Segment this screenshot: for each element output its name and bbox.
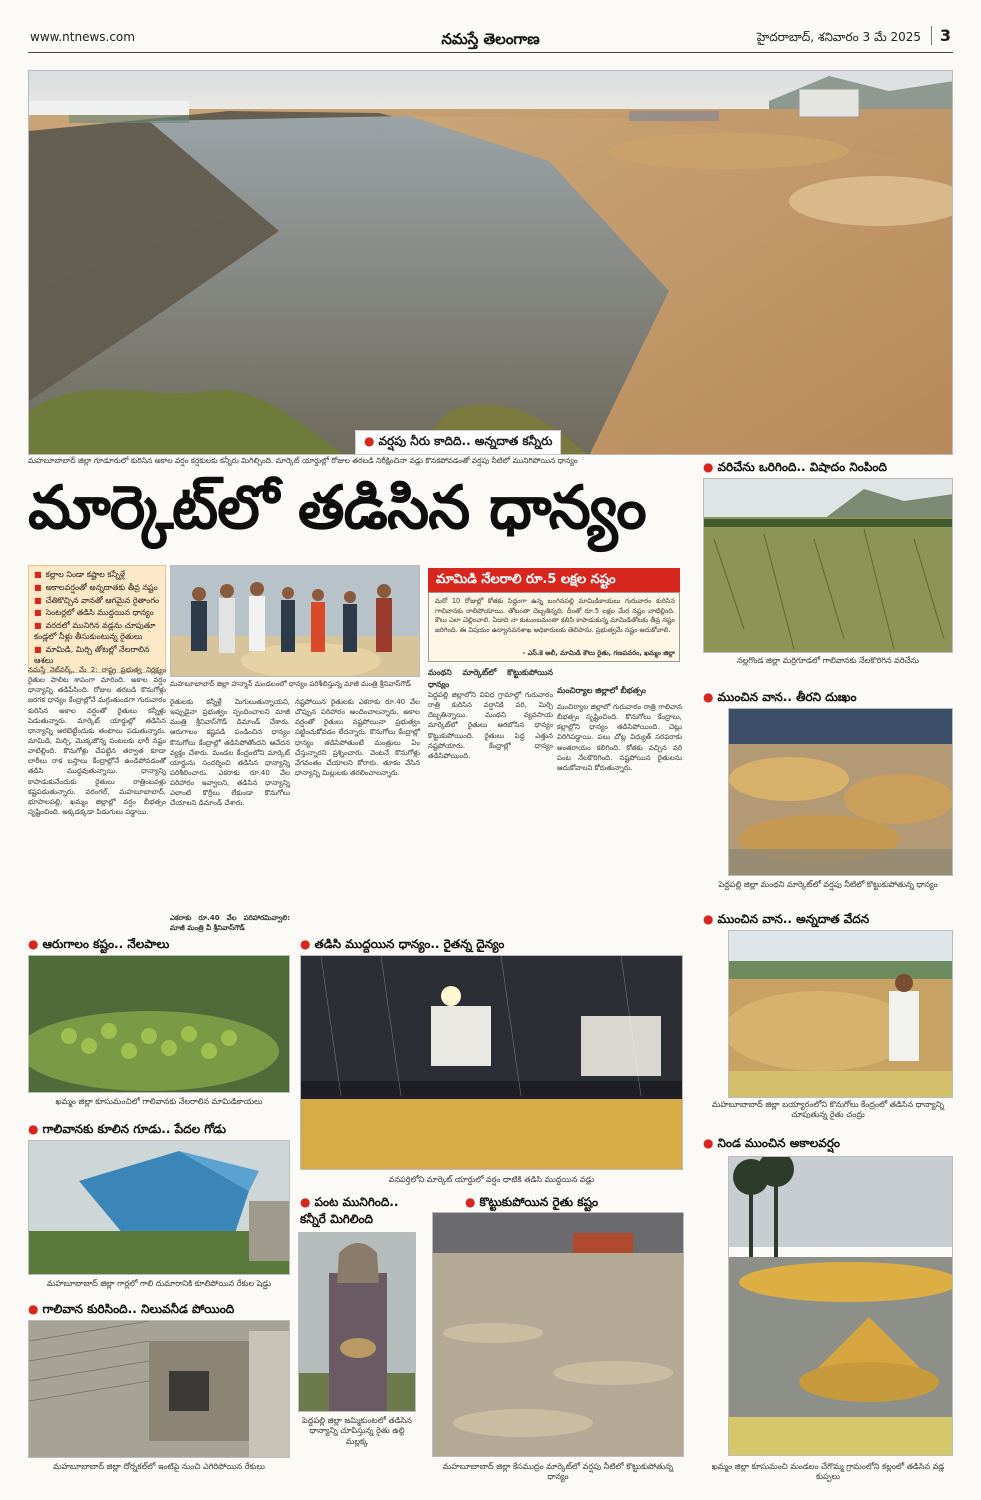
right-1-caption: నల్లగొండ జిల్లా మర్రిగూడలో గాలివానకు నేలకొరిగిన వరిచేను (736, 656, 920, 665)
issue-date: హైదరాబాద్, శనివారం 3 మే 2025 (756, 30, 921, 44)
mango-loss-byline: - ఎస్‌.కె అలీ, మామిడి కౌలు రైతు, గణపవరం, ఖమ్మం జిల్లా (522, 649, 675, 657)
rain-grain-image (301, 956, 683, 1170)
article-col-5: మంచిర్యాల జిల్లాలో గురువారం రాత్రి గాలివాన బీభత్సం సృష్టించింది. కొనుగోలు కేంద్రాలు, కల్లాల్లోని ధాన్యం తడిసిపోయింది. చెట్లు విరిగిపడ్డాయి. పలు చోట్ల విద్యుత్ సరఫరాకు అంతరాయం కలిగింది. కోతకు వచ్చిన వరి పంట నేలకొరిగింది. నష్టపోయిన రైతులను ఆదుకోవాలని కోరుతున్నారు. (557, 703, 682, 772)
highlights-box (28, 565, 166, 673)
right-2-photo (728, 708, 953, 876)
right-1-photo (703, 478, 953, 653)
hero-tag (355, 430, 561, 455)
highlight-item: ■ అకాలవర్షంతో అన్నదాతకు తీవ్ర నష్టం (34, 582, 158, 592)
right-2-caption: పెద్దపల్లి జిల్లా మంథని మార్కెట్‌లో వర్షపు నీటిలో కొట్టుకుపోతున్న ధాన్యం (718, 880, 938, 889)
hero-photo (28, 70, 953, 455)
paddy-field-image (704, 479, 953, 653)
page-number: 3 (931, 26, 951, 45)
article-col-4-subhead: మంచిర్యాల జిల్లాలో బీభత్సం (557, 686, 646, 695)
right-1-title: ● వరిచేను ఒరిగింది.. విషాదం నింపింది (703, 460, 887, 474)
right-2-title: ● ముంచిన వాన.. తీరని దుఃఖం (703, 690, 857, 704)
left-3-title: ● గాలివాన కురిసింది.. నిలువనీడ పోయింది (28, 1302, 235, 1316)
mango-loss-title: మామిడి నేలరాలి రూ.5 లక్షల నష్టం (428, 568, 680, 594)
minister-caption: మహబూబాబాద్ జిల్లా హన్మాన్ మండలంలో ధాన్యం పరిశీలిస్తున్న మాజీ మంత్రి శ్రీనివాస్‌గౌడ్ (170, 680, 411, 688)
article-col-2-subhead: ఎకరాకు రూ.40 వేల పరిహారమివ్వాలి: మాజీ మంత్రి వీ శ్రీనివాస్‌గౌడ్ (170, 914, 290, 933)
flooded-market-image (433, 1213, 684, 1457)
flooded-grain-image (729, 1157, 953, 1456)
right-3-title: ● ముంచిన వాన.. అన్నదాత వేదన (703, 912, 870, 926)
center-caption: వనపర్తిలోని మార్కెట్ యార్డులో వర్షం ధాటికి తడిసి ముద్దయిన వడ్లు (388, 1175, 595, 1184)
washed-away-caption: మహబూబాబాద్ జిల్లా కేసముద్రం మార్కెట్‌లో వర్షపు నీటిలో కొట్టుకుపోతున్న ధాన్యం (442, 1462, 674, 1482)
main-headline: మార్కెట్‌లో తడిసిన ధాన్యం (28, 473, 646, 543)
hero-tag-text: వర్షపు నీరు కాదిది.. అన్నదాత కన్నీరు (378, 434, 553, 448)
right-3-caption: మహబూబాబాద్ జిల్లా బయ్యారంలోని కొనుగోలు కేంద్రంలో తడిసిన ధాన్యాన్ని చూపుతున్న రైతు చంద్రు (711, 1100, 945, 1120)
minister-photo (170, 565, 420, 677)
left-1-caption: ఖమ్మం జిల్లా కూసుమంచిలో గాలివానకు నేలరాలిన మామిడికాయలు (55, 1097, 263, 1106)
left-2-caption: మహబూబాబాద్ జిల్లా గార్లలో గాలి దుమారానికి కూలిపోయిన రేకుల షెడ్డు (46, 1279, 272, 1288)
highlight-item: ■ చేతికొచ్చిన వానతో ఆగమైన రైతాంగం (34, 595, 160, 605)
crop-sunk-photo (298, 1232, 416, 1412)
article-col-3-subhead: మంథని మార్కెట్‌లో కొట్టుకుపోయిన ధాన్యం (428, 668, 553, 689)
article-col-4-tail (557, 667, 682, 681)
washed-away-photo (432, 1212, 684, 1457)
article-col-1: నమస్తే నెట్‌వర్క్, మే 2: రాష్ట్ర ప్రభుత్వ నిర్లక్ష్యం రైతుల పాలిట శాపంగా మారింది. అకాల వర్షం ధాన్యాన్ని తడిపేసింది. రోజుల తరబడి కొనుగోళ్లు జరగక ధాన్యం కేంద్రాల్లోనే మగ్గుతుండగా గురువారం కురిసిన అకాల వర్షంతో రైతులు కన్నీళ్లు పెడుతున్నారు. మార్కెట్ యార్డుల్లో తడిసిన ధాన్యాన్ని ఆరబెట్టేందుకు తంటాలు పడుతున్నారు. మామిడి, మిర్చి, మొక్కజొన్న పంటలకు భారీ నష్టం వాటిల్లింది. కొనుగోళ్లు చేపట్టిన తర్వాత కూడా లారీలు రాక బస్తాలు కేంద్రాల్లోనే ఉండిపోవడంతో తడిసి ముద్దవుతున్నాయి. ధాన్యాన్ని కాపాడుకునేందుకు రైతులు రాత్రింబవళ్లు కష్టపడుతున్నారు. వరంగల్, మహబూబాబాద్, భూపాలపల్లి, ఖమ్మం జిల్లాల్లో వర్షం బీభత్సం సృష్టించింది. అక్కడక్కడా పిడుగులు పడ్డాయి. (28, 666, 166, 816)
hero-image (29, 71, 953, 455)
left-3-photo (28, 1320, 290, 1458)
roof-blown-image (29, 1321, 290, 1458)
mango-loss-box (428, 592, 680, 662)
center-photo (300, 955, 683, 1170)
washed-away-title: ● కొట్టుకుపోయిన రైతు కష్టం (465, 1195, 599, 1209)
left-1-photo (28, 955, 290, 1093)
fallen-mangoes-image (29, 956, 290, 1093)
crop-sunk-caption: పెద్దపల్లి జిల్లా జమ్మికుంటలో తడిసిన ధాన్యాన్ని చూపిస్తున్న రైతు ఉల్లి మల్లక్క (302, 1416, 412, 1446)
left-1-title: ● ఆరుగాలం కష్టం.. నేలపాలు (28, 937, 170, 951)
farmer-woman-image (299, 1233, 416, 1412)
crop-sunk-title: ● పంట మునిగింది.. కన్నీరే మిగిలింది (300, 1195, 399, 1226)
mango-loss-body: మరో 10 రోజుల్లో కోతకు సిద్ధంగా ఉన్న బంగినపల్లి మామిడికాయలు గురువారం కురిసిన గాలివానకు రాలిపోయాయి. తోటంతా దెబ్బతిన్నది. దీంతో రూ.5 లక్షల మేర నష్టం వాటిల్లింది. కౌలు ఎలా చెల్లించాలి. ఏడాది నా కుటుంబమంతా కలిసి కాపాడుకున్న మామిడితోటకు తీవ్ర నష్టం జరిగింది. ఈ విషయం ఉద్యానవనశాఖ అధికారులకు తెలిపాను. ప్రభుత్వమే నష్టం ఆదుకోవాలి. (435, 597, 675, 634)
farmer-grain-image (729, 931, 953, 1098)
right-3-photo (728, 930, 953, 1098)
newspaper-title: నమస్తే తెలంగాణ (441, 30, 540, 48)
right-4-caption: ఖమ్మం జిల్లా కూసుమంచి మండలం చేగొమ్మ గ్రామంలోని కల్లంలో తడిసిన వడ్ల కుప్పలు (711, 1462, 945, 1482)
site-url: www.ntnews.com (30, 30, 135, 44)
article-col-4: పెద్దపల్లి జిల్లాలోని వివిధ గ్రామాల్లో గురువారం రాత్రి కురిసిన వర్షానికి వరి, మిర్చి దెబ్బతిన్నాయి. మంథని వ్యవసాయ మార్కెట్‌లో రైతులు ఆరబోసిన ధాన్యం కొట్టుకుపోయింది. రైతులు పెద్ద ఎత్తున నష్టపోయారు. కేంద్రాల్లో ధాన్యం తడిసిపోయింది. (428, 691, 553, 760)
hero-caption: మహబూబాబాద్ జిల్లా గూడూరులో కురిసిన అకాల వర్షం కర్షకులకు కన్నీరు మిగిల్చింది. మార్కెట్ యార్డుల్లో రోజుల తరబడి నిరీక్షించినా వడ్లు కొనకపోవడంతో వర్షపు నీటిలో మునిగిపోయిన ధాన్యం (28, 456, 578, 465)
highlight-item: ■ సెంటర్లలో తడిసి ముద్దయిన ధాన్యం (34, 608, 154, 618)
article-col-3: నష్టపోయిన రైతులకు ఎకరాకు రూ.40 వేల చొప్పున పరిహారం అందించాలన్నారు. అకాల వర్షంతో రైతులు నష్టపోయినా ప్రభుత్వం పట్టించుకోవడం లేదన్నారు. కొనుగోలు కేంద్రాల్లో ధాన్యం తడిసిపోతుంటే మంత్రులు ఏం చేస్తున్నారని ప్రశ్నించారు. వెంటనే కొనుగోళ్లు వేగవంతం చేయాలని కోరారు. తూకం వేసిన ధాన్యాన్ని మిల్లులకు తరలించాలన్నారు. (295, 698, 420, 777)
highlight-item: ■ వరదలో మునిగిన వడ్లను చూపుతూ కండ్లలో నీళ్లు తీసుకుంటున్న రైతులు (34, 621, 156, 641)
right-4-title: ● నిండ ముంచిన అకాలవర్షం (703, 1136, 841, 1150)
left-2-title: ● గాలివానకు కూలిన గూడు.. పేదల గోడు (28, 1122, 227, 1136)
center-title: ● తడిసి ముద్దయిన ధాన్యం.. రైతన్న దైన్యం (300, 937, 505, 951)
wet-grain-image (729, 709, 953, 876)
highlight-item: ■ మామిడి, మిర్చి తోటల్లో నేలరాలిన ఆశలు (34, 644, 150, 665)
left-2-photo (28, 1140, 290, 1275)
highlight-item: ■ కల్లాల నిండా కష్టాల కన్నీళ్లే (34, 570, 126, 579)
collapsed-shed-image (29, 1141, 290, 1275)
right-4-photo (728, 1156, 953, 1456)
left-3-caption: మహబూబాబాద్ జిల్లా దోర్నకల్‌లో ఇంటిపై నుంచి ఎగిరిపోయిన రేకులు (53, 1462, 265, 1471)
bullet-dot-icon: ● (364, 434, 375, 448)
minister-image (171, 566, 420, 677)
masthead-rule (28, 52, 953, 53)
article-col-2: రైతులకు కన్నీళ్లే మిగులుతున్నాయని, ఇప్పుడైనా ప్రభుత్వం స్పందించాలని మాజీ మంత్రి శ్రీనివాస్‌గౌడ్ డిమాండ్ చేశారు. ఆరుగాలం కష్టపడి పండించిన ధాన్యం కొనుగోలు కేంద్రాల్లో తడిసిపోతోందని ఆవేదన వ్యక్తం చేశారు. మండల కేంద్రంలోని మార్కెట్ యార్డును సందర్శించి తడిసిన ధాన్యాన్ని పరిశీలించారు. ఎకరాకు రూ.40 వేల పరిహారం ఇవ్వాలని, తడిసిన ధాన్యాన్ని ఎలాంటి కొర్రీలు లేకుండా కొనుగోలు చేయాలని డిమాండ్ చేశారు. (170, 698, 290, 808)
